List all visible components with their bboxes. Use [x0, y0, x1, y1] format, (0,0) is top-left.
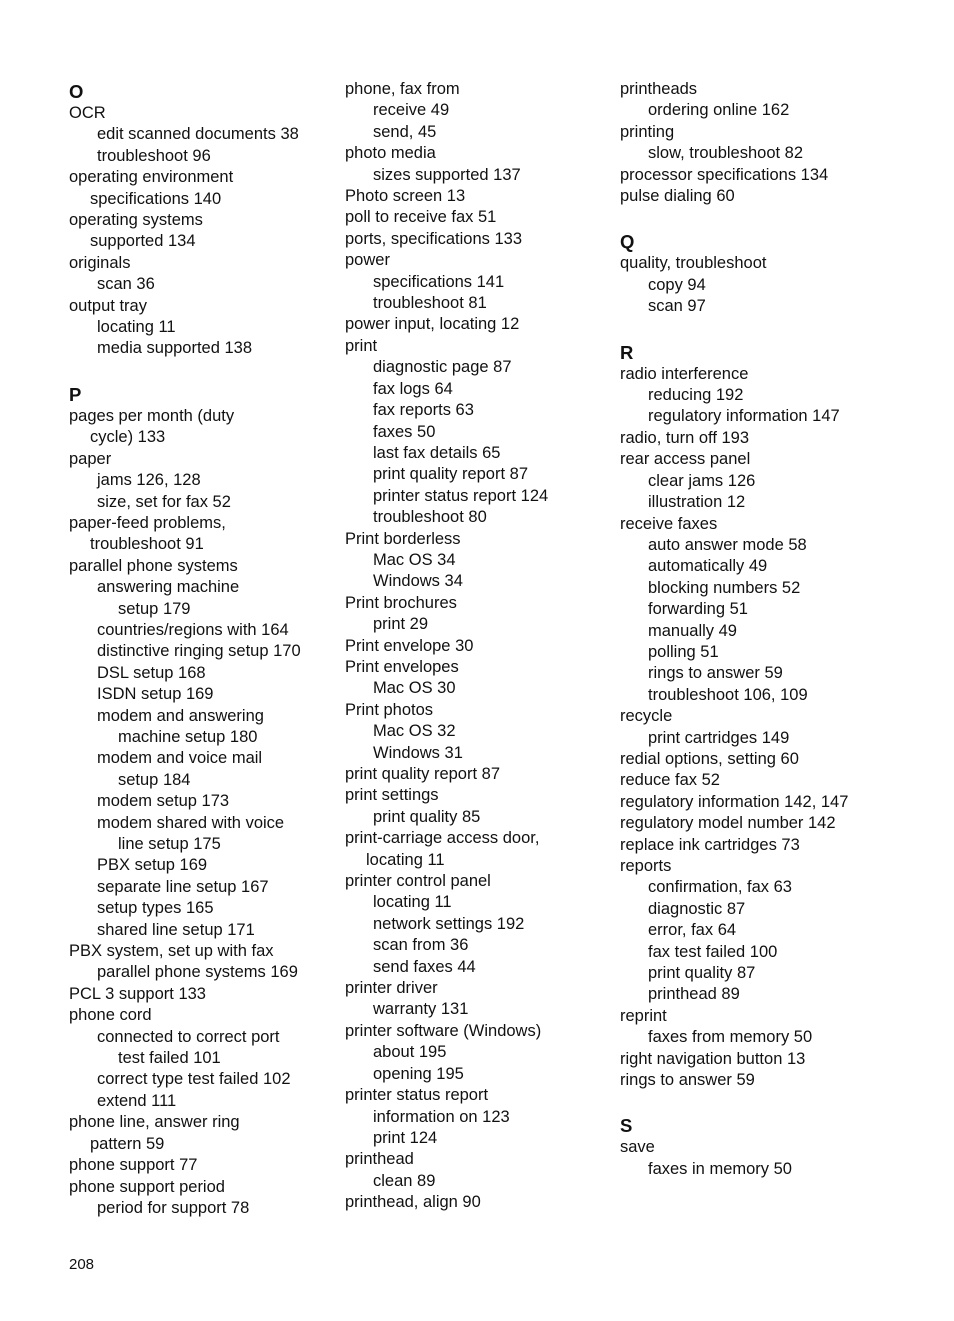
- index-entry: printer status report: [345, 1086, 489, 1105]
- index-entry-continuation: setup 184: [118, 770, 191, 789]
- index-subentry: Mac OS 32: [373, 722, 456, 741]
- index-subentry: print cartridges 149: [648, 728, 790, 747]
- index-subentry: information on 123: [373, 1107, 510, 1126]
- index-entry: right navigation button 13: [620, 1049, 806, 1068]
- index-subentry: specifications 141: [373, 272, 505, 291]
- index-entry: receive faxes: [620, 514, 718, 533]
- index-subentry: locating 11: [97, 318, 176, 337]
- index-subentry: rings to answer 59: [648, 664, 783, 683]
- index-subentry: period for support 78: [97, 1198, 250, 1217]
- index-subentry: polling 51: [648, 642, 719, 661]
- index-entry: ports, specifications 133: [345, 229, 523, 248]
- index-subentry: print quality 87: [648, 964, 756, 983]
- index-entry: processor specifications 134: [620, 165, 829, 184]
- index-entry: print quality report 87: [345, 765, 501, 783]
- index-entry: print: [345, 336, 378, 355]
- index-entry: radio interference: [620, 364, 749, 383]
- index-subentry: troubleshoot 81: [373, 294, 487, 313]
- index-subentry: distinctive ringing setup 170: [97, 642, 301, 661]
- section-letter-heading: R: [620, 341, 634, 363]
- index-subentry: printer status report 124: [373, 486, 549, 505]
- index-entry: phone support period: [69, 1177, 225, 1196]
- index-subentry: ISDN setup 169: [97, 685, 214, 704]
- index-subentry: answering machine: [97, 578, 240, 597]
- index-subentry: last fax details 65: [373, 443, 501, 462]
- index-subentry: send faxes 44: [373, 957, 476, 976]
- index-entry: print-carriage access door,: [345, 829, 540, 848]
- index-entry: regulatory information 142, 147: [620, 792, 849, 811]
- index-entry-continuation: supported 134: [90, 232, 196, 251]
- index-column-2: [345, 79, 615, 1214]
- index-subentry: countries/regions with 164: [97, 620, 289, 639]
- index-subentry: Windows 31: [373, 743, 463, 762]
- index-entry: paper-feed problems,: [69, 513, 226, 532]
- index-entry: output tray: [69, 296, 147, 315]
- index-subentry: correct type test failed 102: [97, 1070, 291, 1089]
- index-subentry: print 124: [373, 1128, 438, 1147]
- index-subentry: fax test failed 100: [648, 942, 778, 961]
- index-entry: Print borderless: [345, 529, 461, 548]
- index-subentry: send, 45: [373, 122, 437, 141]
- index-entry: photo media: [345, 144, 436, 163]
- section-spacer: [620, 1091, 890, 1113]
- index-subentry: fax reports 63: [373, 401, 474, 420]
- index-subentry: modem shared with voice: [97, 813, 285, 832]
- index-subentry: print quality 85: [373, 807, 481, 826]
- index-entry-continuation: test failed 101: [118, 1049, 221, 1068]
- index-entry: PCL 3 support 133: [69, 984, 206, 1003]
- index-subentry: diagnostic page 87: [373, 358, 512, 377]
- index-entry: reprint: [620, 1006, 667, 1025]
- index-subentry: opening 195: [373, 1064, 464, 1083]
- index-entry: quality, troubleshoot: [620, 254, 767, 273]
- index-entry: operating systems: [69, 211, 203, 230]
- index-subentry: modem setup 173: [97, 792, 230, 811]
- index-entry: printing: [620, 122, 675, 141]
- index-subentry: locating 11: [373, 893, 452, 912]
- index-subentry: parallel phone systems 169: [97, 963, 298, 982]
- index-entry-continuation: line setup 175: [118, 835, 221, 853]
- index-entry: power: [345, 251, 390, 270]
- index-subentry: scan from 36: [373, 936, 469, 955]
- index-subentry: sizes supported 137: [373, 165, 521, 184]
- index-entry: reduce fax 52: [620, 771, 720, 790]
- index-entry: rear access panel: [620, 450, 751, 469]
- section-letter-heading: S: [620, 1115, 633, 1137]
- index-entry: print settings: [345, 786, 439, 805]
- index-subentry: clear jams 126: [648, 471, 756, 490]
- index-entry: parallel phone systems: [69, 556, 238, 575]
- index-subentry: receive 49: [373, 101, 450, 120]
- index-entry: recycle: [620, 707, 673, 726]
- index-subentry: Mac OS 34: [373, 550, 456, 569]
- index-subentry: edit scanned documents 38: [97, 125, 299, 144]
- index-subentry: warranty 131: [373, 1000, 469, 1019]
- index-subentry: modem and answering: [97, 706, 264, 725]
- index-entry: Print photos: [345, 700, 434, 719]
- index-subentry: print 29: [373, 615, 429, 634]
- index-entry: Print envelope 30: [345, 636, 474, 655]
- index-subentry: connected to correct port: [97, 1027, 280, 1046]
- index-entry: printheads: [620, 80, 698, 98]
- index-subentry: extend 111: [97, 1091, 177, 1110]
- index-subentry: shared line setup 171: [97, 920, 255, 939]
- index-entry: phone, fax from: [345, 80, 460, 98]
- index-subentry: regulatory information 147: [648, 407, 840, 426]
- index-subentry: PBX setup 169: [97, 856, 208, 875]
- index-entry: poll to receive fax 51: [345, 208, 497, 227]
- index-subentry: separate line setup 167: [97, 877, 269, 896]
- index-entry: Print envelopes: [345, 657, 459, 676]
- index-subentry: Mac OS 30: [373, 679, 456, 698]
- index-subentry: printhead 89: [648, 985, 740, 1004]
- index-subentry: copy 94: [648, 275, 706, 294]
- index-entry: replace ink cartridges 73: [620, 835, 800, 854]
- index-entry: pulse dialing 60: [620, 187, 735, 206]
- index-subentry: faxes in memory 50: [648, 1159, 792, 1178]
- index-entry: printer driver: [345, 979, 438, 998]
- index-entry: radio, turn off 193: [620, 428, 750, 447]
- index-subentry: about 195: [373, 1043, 447, 1062]
- index-subentry: print quality report 87: [373, 465, 529, 484]
- index-entry: printhead: [345, 1150, 414, 1169]
- index-entry: Print brochures: [345, 593, 457, 612]
- index-subentry: scan 97: [648, 297, 706, 316]
- index-entry-continuation: setup 179: [118, 599, 191, 618]
- index-subentry: fax logs 64: [373, 379, 453, 398]
- index-entry: redial options, setting 60: [620, 749, 799, 768]
- index-subentry: diagnostic 87: [648, 899, 746, 918]
- index-entry: power input, locating 12: [345, 315, 520, 334]
- section-spacer: [620, 207, 890, 229]
- index-entry: rings to answer 59: [620, 1071, 755, 1090]
- index-entry-continuation: machine setup 180: [118, 727, 258, 746]
- index-entry: phone support 77: [69, 1156, 198, 1175]
- index-subentry: troubleshoot 106, 109: [648, 685, 808, 704]
- index-entry: printer software (Windows): [345, 1021, 542, 1040]
- index-subentry: faxes 50: [373, 422, 436, 441]
- index-entry: save: [620, 1138, 655, 1157]
- index-entry: phone line, answer ring: [69, 1113, 240, 1132]
- index-subentry: Windows 34: [373, 572, 463, 591]
- index-entry: PBX system, set up with fax: [69, 942, 274, 961]
- index-entry-continuation: pattern 59: [90, 1134, 165, 1153]
- section-letter-heading: O: [69, 81, 84, 102]
- index-entry-continuation: troubleshoot 91: [90, 535, 204, 554]
- index-subentry: slow, troubleshoot 82: [648, 144, 804, 163]
- index-entry: printhead, align 90: [345, 1193, 481, 1212]
- index-subentry: scan 36: [97, 275, 155, 294]
- index-subentry: reducing 192: [648, 386, 744, 405]
- index-entry: printer control panel: [345, 872, 491, 891]
- index-subentry: DSL setup 168: [97, 663, 206, 682]
- index-subentry: troubleshoot 80: [373, 508, 487, 527]
- index-column-1: [69, 79, 339, 1219]
- index-entry: reports: [620, 857, 672, 875]
- index-subentry: automatically 49: [648, 557, 768, 576]
- index-subentry: error, fax 64: [648, 921, 737, 940]
- section-letter-heading: Q: [620, 231, 635, 253]
- index-subentry: ordering online 162: [648, 101, 790, 120]
- index-entry: pages per month (duty: [69, 406, 235, 425]
- index-subentry: auto answer mode 58: [648, 535, 807, 554]
- page-number: 208: [69, 1256, 95, 1273]
- index-subentry: faxes from memory 50: [648, 1028, 813, 1047]
- index-subentry: clean 89: [373, 1171, 436, 1190]
- index-entry-continuation: cycle) 133: [90, 428, 166, 447]
- index-subentry: media supported 138: [97, 339, 253, 358]
- index-subentry: troubleshoot 96: [97, 146, 211, 165]
- index-entry: phone cord: [69, 1006, 152, 1025]
- index-subentry: blocking numbers 52: [648, 578, 801, 597]
- section-letter-heading: P: [69, 383, 82, 405]
- index-subentry: size, set for fax 52: [97, 492, 231, 511]
- index-column-3: [620, 79, 890, 1180]
- index-entry: operating environment: [69, 168, 234, 187]
- section-spacer: [69, 360, 339, 382]
- section-spacer: [620, 318, 890, 340]
- index-entry-continuation: specifications 140: [90, 189, 222, 208]
- index-subentry: illustration 12: [648, 493, 746, 512]
- index-subentry: modem and voice mail: [97, 749, 263, 768]
- index-entry: OCR: [69, 104, 106, 122]
- index-subentry: confirmation, fax 63: [648, 878, 792, 897]
- index-subentry: manually 49: [648, 621, 737, 640]
- index-subentry: forwarding 51: [648, 600, 748, 619]
- index-subentry: network settings 192: [373, 914, 525, 933]
- index-subentry: setup types 165: [97, 899, 214, 918]
- index-entry: regulatory model number 142: [620, 814, 836, 833]
- index-entry: originals: [69, 253, 131, 272]
- index-entry: paper: [69, 449, 112, 468]
- index-subentry: jams 126, 128: [97, 471, 201, 490]
- index-entry-continuation: locating 11: [366, 850, 445, 869]
- index-entry: Photo screen 13: [345, 187, 466, 206]
